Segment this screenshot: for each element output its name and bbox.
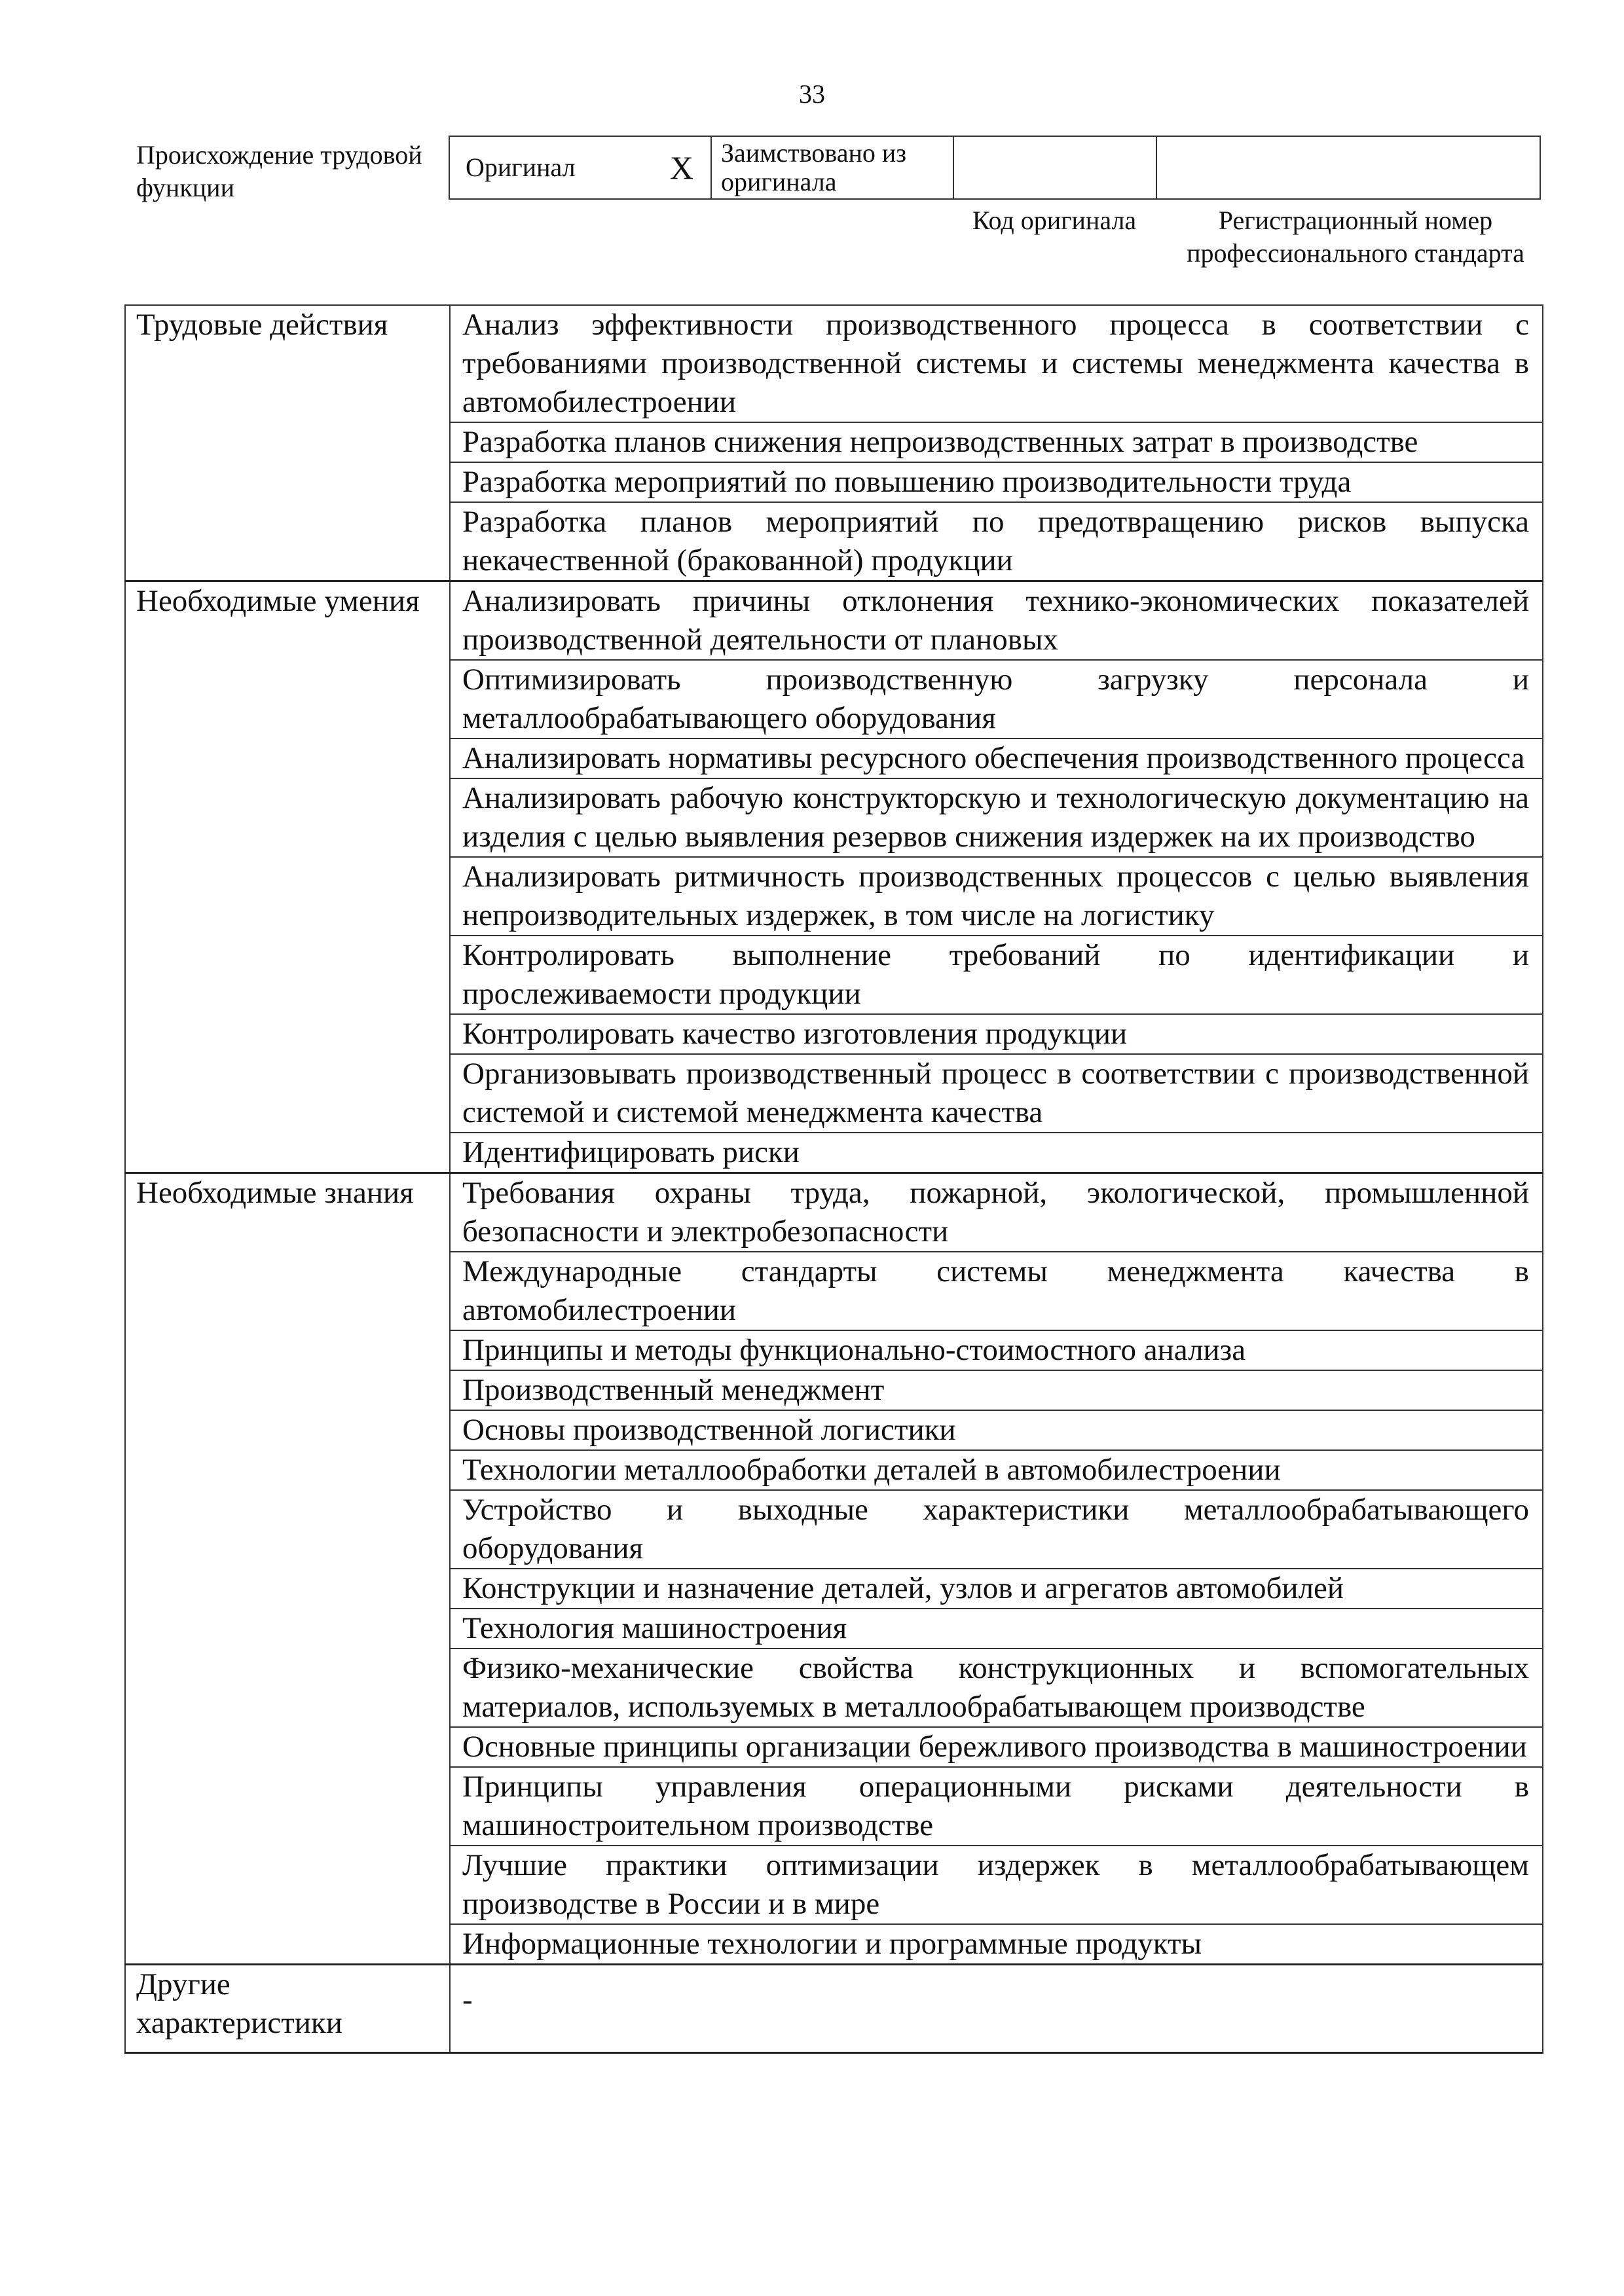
- table-row: [125, 1965, 1543, 2053]
- skill-item: Анализировать причины отклонения технико-экономических показателей производственной деятельности от плановых: [450, 581, 1543, 661]
- knowledge-item: Физико-механические свойства конструкционных и вспомогательных материалов, используемых в металлообрабатывающем производстве: [450, 1649, 1543, 1727]
- origin-table: [449, 136, 1541, 200]
- skill-item: Оптимизировать производственную загрузку персонала и металлообрабатывающего оборудования: [450, 660, 1543, 738]
- section-label-actions: Трудовые действия: [125, 305, 450, 581]
- knowledge-item: Технология машиностроения: [450, 1609, 1543, 1649]
- origin-label: Происхождение трудовой функции: [136, 140, 422, 202]
- borrowed-cell: Заимствовано из оригинала: [711, 136, 953, 199]
- original-code-cell: [953, 136, 1156, 199]
- knowledge-item: Устройство и выходные характеристики металлообрабатывающего оборудования: [450, 1490, 1543, 1569]
- section-label-skills: Необходимые умения: [125, 581, 450, 1173]
- original-cell: [449, 136, 711, 199]
- action-item: Разработка планов снижения непроизводственных затрат в производстве: [450, 422, 1543, 462]
- registration-number-cell: [1156, 136, 1540, 199]
- code-caption: Код оригинала: [972, 206, 1137, 235]
- action-item: Анализ эффективности производственного процесса в соответствии с требованиями производственной системы и системы менеджмента качества в автомобилестроении: [450, 305, 1543, 422]
- section-label-knowledge: Необходимые знания: [125, 1173, 450, 1965]
- table-row: [125, 1173, 1543, 1252]
- knowledge-item: Конструкции и назначение деталей, узлов и агрегатов автомобилей: [450, 1569, 1543, 1609]
- knowledge-item: Информационные технологии и программные продукты: [450, 1924, 1543, 1965]
- skill-item: Контролировать качество изготовления продукции: [450, 1014, 1543, 1054]
- registration-caption: Регистрационный номер профессионального стандарта: [1187, 206, 1524, 268]
- knowledge-item: Требования охраны труда, пожарной, экологической, промышленной безопасности и электробезопасности: [450, 1173, 1543, 1252]
- other-value: -: [450, 1965, 1543, 2053]
- section-label-other: Другие характеристики: [125, 1965, 450, 2053]
- table-row: [125, 305, 1543, 422]
- knowledge-item: Технологии металлообработки деталей в автомобилестроении: [450, 1450, 1543, 1490]
- knowledge-item: Производственный менеджмент: [450, 1370, 1543, 1410]
- knowledge-item: Принципы управления операционными рисками деятельности в машиностроительном производстве: [450, 1767, 1543, 1846]
- original-mark: X: [669, 149, 693, 186]
- skill-item: Анализировать нормативы ресурсного обеспечения производственного процесса: [450, 738, 1543, 778]
- action-item: Разработка планов мероприятий по предотвращению рисков выпуска некачественной (бракованной) продукции: [450, 502, 1543, 581]
- page-number: 33: [799, 79, 825, 109]
- skill-item: Анализировать ритмичность производственных процессов с целью выявления непроизводительных издержек, в том числе на логистику: [450, 857, 1543, 936]
- knowledge-item: Международные стандарты системы менеджмента качества в автомобилестроении: [450, 1252, 1543, 1330]
- knowledge-item: Основные принципы организации бережливого производства в машиностроении: [450, 1727, 1543, 1767]
- action-item: Разработка мероприятий по повышению производительности труда: [450, 462, 1543, 502]
- skill-item: Идентифицировать риски: [450, 1133, 1543, 1173]
- original-label: Оригинал: [466, 153, 576, 182]
- skill-item: Организовывать производственный процесс в соответствии с производственной системой и системой менеджмента качества: [450, 1054, 1543, 1133]
- skill-item: Контролировать выполнение требований по идентификации и прослеживаемости продукции: [450, 936, 1543, 1014]
- table-row: [125, 581, 1543, 661]
- knowledge-item: Принципы и методы функционально-стоимостного анализа: [450, 1330, 1543, 1370]
- function-details-table: [124, 304, 1543, 2054]
- skill-item: Анализировать рабочую конструкторскую и технологическую документацию на изделия с целью выявления резервов снижения издержек на их производство: [450, 778, 1543, 857]
- knowledge-item: Лучшие практики оптимизации издержек в металлообрабатывающем производстве в России и в мире: [450, 1846, 1543, 1924]
- knowledge-item: Основы производственной логистики: [450, 1410, 1543, 1450]
